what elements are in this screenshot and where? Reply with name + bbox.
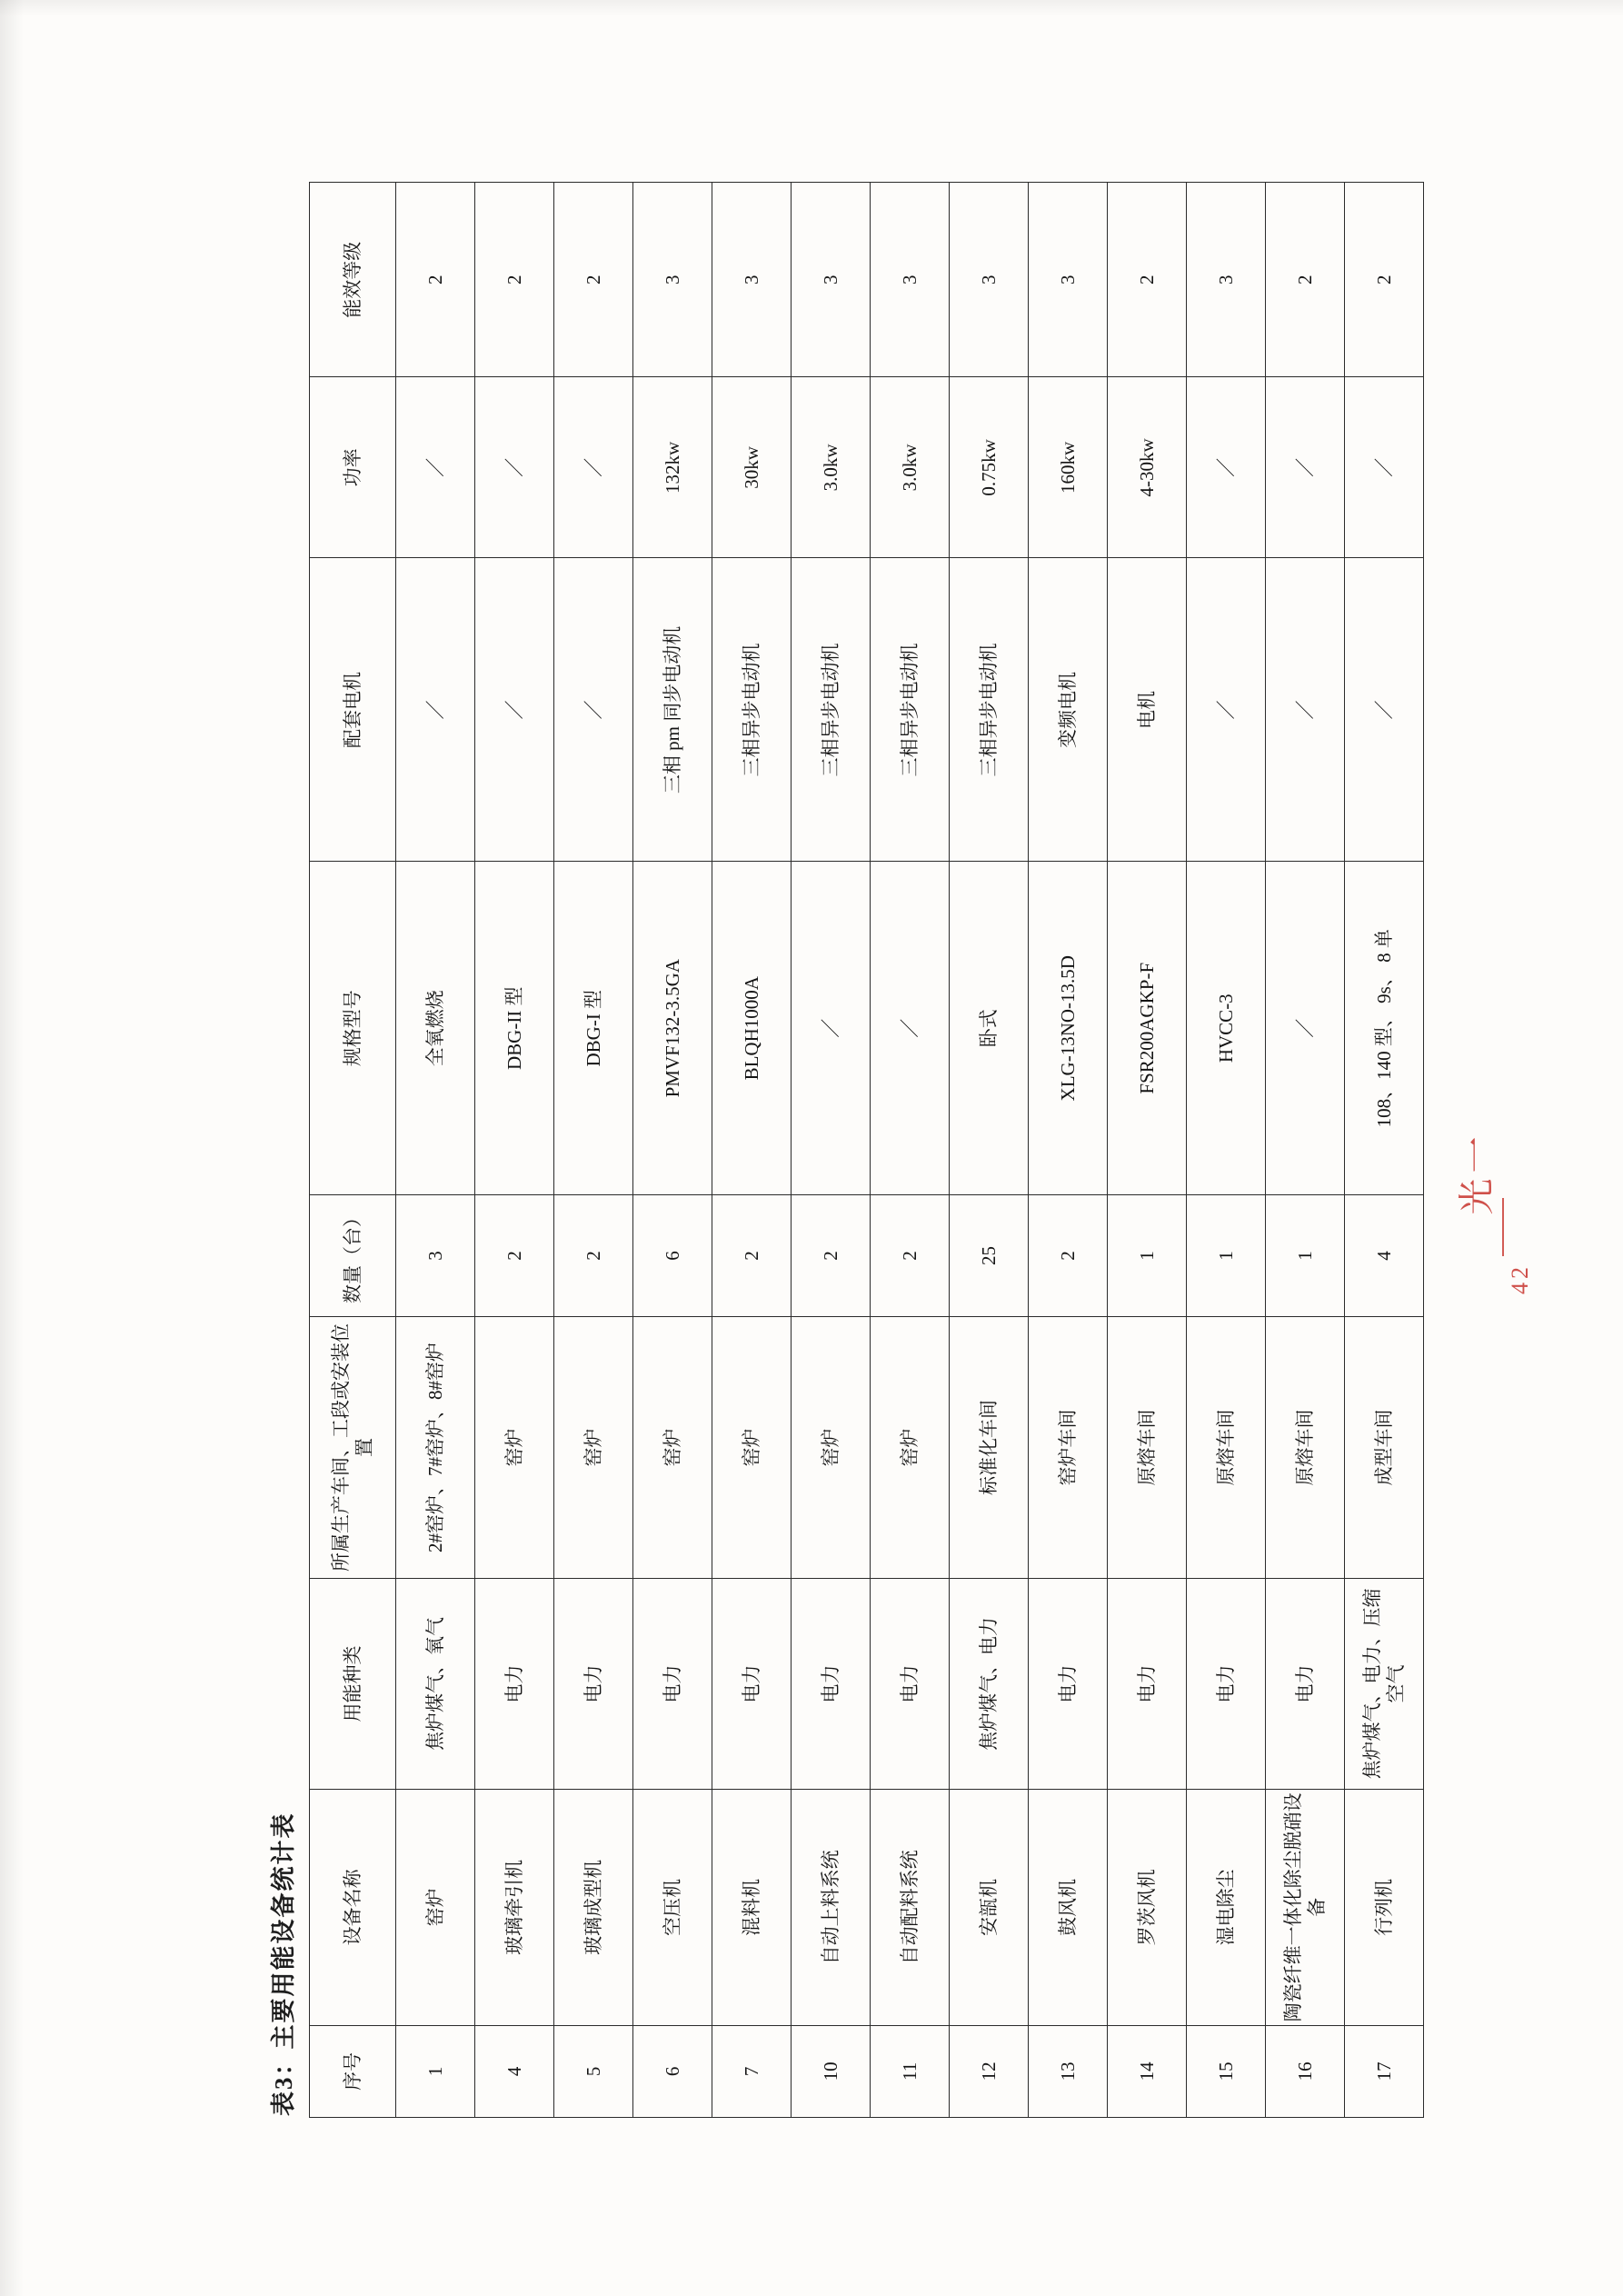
cell-qty: 1 — [1108, 1195, 1187, 1317]
cell-grade: 3 — [633, 183, 712, 377]
cell-qty: 2 — [712, 1195, 792, 1317]
cell-no: 6 — [633, 2025, 712, 2117]
cell-location: 2#窑炉、7#窑炉、8#窑炉 — [396, 1316, 475, 1578]
cell-qty: 1 — [1266, 1195, 1345, 1317]
table-row — [475, 183, 554, 2118]
cell-name: 混料机 — [712, 1789, 792, 2025]
cell-motor: 三相异步电动机 — [712, 558, 792, 862]
column-header-power: 功率 — [310, 377, 396, 558]
column-header-no: 序号 — [310, 2025, 396, 2117]
table-row — [1029, 183, 1108, 2118]
cell-power: 160kw — [1029, 377, 1108, 558]
cell-kind: 电力 — [554, 1579, 633, 1790]
cell-power: ／ — [1266, 377, 1345, 558]
scan-edge-top — [0, 0, 1623, 16]
red-seal-stroke — [1502, 1198, 1504, 1256]
cell-name: 湿电除尘 — [1187, 1789, 1266, 2025]
cell-motor: 三相异步电动机 — [950, 558, 1029, 862]
cell-grade: 2 — [1345, 183, 1424, 377]
column-header-grade: 能效等级 — [310, 183, 396, 377]
table-row — [712, 183, 792, 2118]
cell-grade: 2 — [554, 183, 633, 377]
column-header-location: 所属生产车间、工段或安装位置 — [310, 1316, 396, 1578]
cell-name: 鼓风机 — [1029, 1789, 1108, 2025]
cell-name: 陶瓷纤维一体化除尘脱硝设备 — [1266, 1789, 1345, 2025]
cell-power: ／ — [396, 377, 475, 558]
cell-motor: ／ — [475, 558, 554, 862]
cell-spec: ／ — [792, 862, 871, 1195]
cell-power: ／ — [1187, 377, 1266, 558]
table-row — [554, 183, 633, 2118]
cell-spec: BLQH1000A — [712, 862, 792, 1195]
cell-no: 11 — [871, 2025, 950, 2117]
cell-power: 4-30kw — [1108, 377, 1187, 558]
cell-power: 3.0kw — [871, 377, 950, 558]
table-row — [950, 183, 1029, 2118]
table-row — [1187, 183, 1266, 2118]
cell-spec: 卧式 — [950, 862, 1029, 1195]
cell-location: 窑炉 — [633, 1316, 712, 1578]
cell-name: 窑炉 — [396, 1789, 475, 2025]
cell-no: 15 — [1187, 2025, 1266, 2117]
table-header-row — [310, 183, 396, 2118]
scan-edge-left — [0, 0, 24, 2296]
cell-qty: 25 — [950, 1195, 1029, 1317]
cell-power: 0.75kw — [950, 377, 1029, 558]
cell-name: 玻璃牵引机 — [475, 1789, 554, 2025]
page-title: 表3：主要用能设备统计表 — [270, 1812, 297, 2116]
cell-grade: 2 — [475, 183, 554, 377]
cell-grade: 3 — [712, 183, 792, 377]
cell-grade: 3 — [950, 183, 1029, 377]
cell-motor: ／ — [1345, 558, 1424, 862]
cell-qty: 2 — [871, 1195, 950, 1317]
column-header-spec: 规格型号 — [310, 862, 396, 1195]
cell-no: 4 — [475, 2025, 554, 2117]
cell-motor: 三相异步电动机 — [871, 558, 950, 862]
cell-qty: 2 — [792, 1195, 871, 1317]
cell-no: 17 — [1345, 2025, 1424, 2117]
cell-grade: 3 — [871, 183, 950, 377]
cell-grade: 2 — [396, 183, 475, 377]
cell-name: 自动配料系统 — [871, 1789, 950, 2025]
red-seal-annotation: 光一 — [1456, 1131, 1498, 1215]
cell-no: 7 — [712, 2025, 792, 2117]
cell-location: 窑炉 — [475, 1316, 554, 1578]
cell-kind: 电力 — [1029, 1579, 1108, 1790]
cell-qty: 4 — [1345, 1195, 1424, 1317]
cell-motor: 变频电机 — [1029, 558, 1108, 862]
cell-motor: 电机 — [1108, 558, 1187, 862]
cell-qty: 1 — [1187, 1195, 1266, 1317]
column-header-name: 设备名称 — [310, 1789, 396, 2025]
cell-kind: 焦炉煤气、氧气 — [396, 1579, 475, 1790]
cell-kind: 电力 — [712, 1579, 792, 1790]
cell-motor: 三相异步电动机 — [792, 558, 871, 862]
cell-spec: FSR200AGKP-F — [1108, 862, 1187, 1195]
cell-power: ／ — [554, 377, 633, 558]
cell-location: 原熔车间 — [1266, 1316, 1345, 1578]
cell-motor: ／ — [1187, 558, 1266, 862]
cell-kind: 电力 — [475, 1579, 554, 1790]
cell-location: 窑炉 — [792, 1316, 871, 1578]
table-row — [633, 183, 712, 2118]
cell-motor: ／ — [1266, 558, 1345, 862]
column-header-kind: 用能种类 — [310, 1579, 396, 1790]
cell-location: 窑炉 — [554, 1316, 633, 1578]
cell-name: 安瓿机 — [950, 1789, 1029, 2025]
cell-no: 1 — [396, 2025, 475, 2117]
cell-no: 13 — [1029, 2025, 1108, 2117]
cell-no: 5 — [554, 2025, 633, 2117]
cell-qty: 3 — [396, 1195, 475, 1317]
cell-location: 窑炉 — [712, 1316, 792, 1578]
cell-power: 3.0kw — [792, 377, 871, 558]
cell-grade: 3 — [792, 183, 871, 377]
cell-power: 30kw — [712, 377, 792, 558]
cell-power: 132kw — [633, 377, 712, 558]
column-header-qty: 数量（台） — [310, 1195, 396, 1317]
equipment-table — [309, 182, 1424, 2118]
table-row — [1108, 183, 1187, 2118]
table-row — [871, 183, 950, 2118]
cell-qty: 2 — [1029, 1195, 1108, 1317]
table-header — [310, 183, 396, 2118]
cell-grade: 3 — [1187, 183, 1266, 377]
cell-qty: 6 — [633, 1195, 712, 1317]
cell-location: 原熔车间 — [1108, 1316, 1187, 1578]
cell-no: 10 — [792, 2025, 871, 2117]
cell-kind: 焦炉煤气、电力、压缩空气 — [1345, 1579, 1424, 1790]
cell-kind: 电力 — [871, 1579, 950, 1790]
cell-no: 12 — [950, 2025, 1029, 2117]
cell-grade: 3 — [1029, 183, 1108, 377]
cell-spec: 全氧燃烧 — [396, 862, 475, 1195]
cell-motor: ／ — [396, 558, 475, 862]
table-row — [1345, 183, 1424, 2118]
cell-spec: 108、140 型、 9s、 8 单 — [1345, 862, 1424, 1195]
cell-power: ／ — [475, 377, 554, 558]
cell-name: 空压机 — [633, 1789, 712, 2025]
cell-kind: 电力 — [1108, 1579, 1187, 1790]
cell-spec: XLG-13NO-13.5D — [1029, 862, 1108, 1195]
cell-grade: 2 — [1108, 183, 1187, 377]
cell-spec: DBG-II 型 — [475, 862, 554, 1195]
cell-no: 14 — [1108, 2025, 1187, 2117]
cell-spec: PMVF132-3.5GA — [633, 862, 712, 1195]
cell-spec: HVCC-3 — [1187, 862, 1266, 1195]
cell-no: 16 — [1266, 2025, 1345, 2117]
cell-name: 玻璃成型机 — [554, 1789, 633, 2025]
cell-name: 行列机 — [1345, 1789, 1424, 2025]
table-row — [792, 183, 871, 2118]
cell-name: 罗茨风机 — [1108, 1789, 1187, 2025]
cell-spec: ／ — [871, 862, 950, 1195]
cell-spec: DBG-I 型 — [554, 862, 633, 1195]
cell-grade: 2 — [1266, 183, 1345, 377]
table-row — [1266, 183, 1345, 2118]
cell-motor: ／ — [554, 558, 633, 862]
cell-kind: 电力 — [792, 1579, 871, 1790]
cell-qty: 2 — [554, 1195, 633, 1317]
cell-location: 标准化车间 — [950, 1316, 1029, 1578]
table-row — [396, 183, 475, 2118]
cell-location: 成型车间 — [1345, 1316, 1424, 1578]
cell-power: ／ — [1345, 377, 1424, 558]
cell-motor: 三相 pm 同步电动机 — [633, 558, 712, 862]
rotated-content-area — [244, 125, 1407, 2171]
column-header-motor: 配套电机 — [310, 558, 396, 862]
cell-location: 窑炉车间 — [1029, 1316, 1108, 1578]
cell-kind: 电力 — [1266, 1579, 1345, 1790]
cell-location: 窑炉 — [871, 1316, 950, 1578]
cell-kind: 电力 — [1187, 1579, 1266, 1790]
table-body — [396, 183, 1424, 2118]
cell-qty: 2 — [475, 1195, 554, 1317]
cell-spec: ／ — [1266, 862, 1345, 1195]
cell-name: 自动上料系统 — [792, 1789, 871, 2025]
cell-kind: 电力 — [633, 1579, 712, 1790]
cell-location: 原熔车间 — [1187, 1316, 1266, 1578]
red-page-number-annotation: 42 — [1507, 1263, 1533, 1294]
cell-kind: 焦炉煤气、电力 — [950, 1579, 1029, 1790]
